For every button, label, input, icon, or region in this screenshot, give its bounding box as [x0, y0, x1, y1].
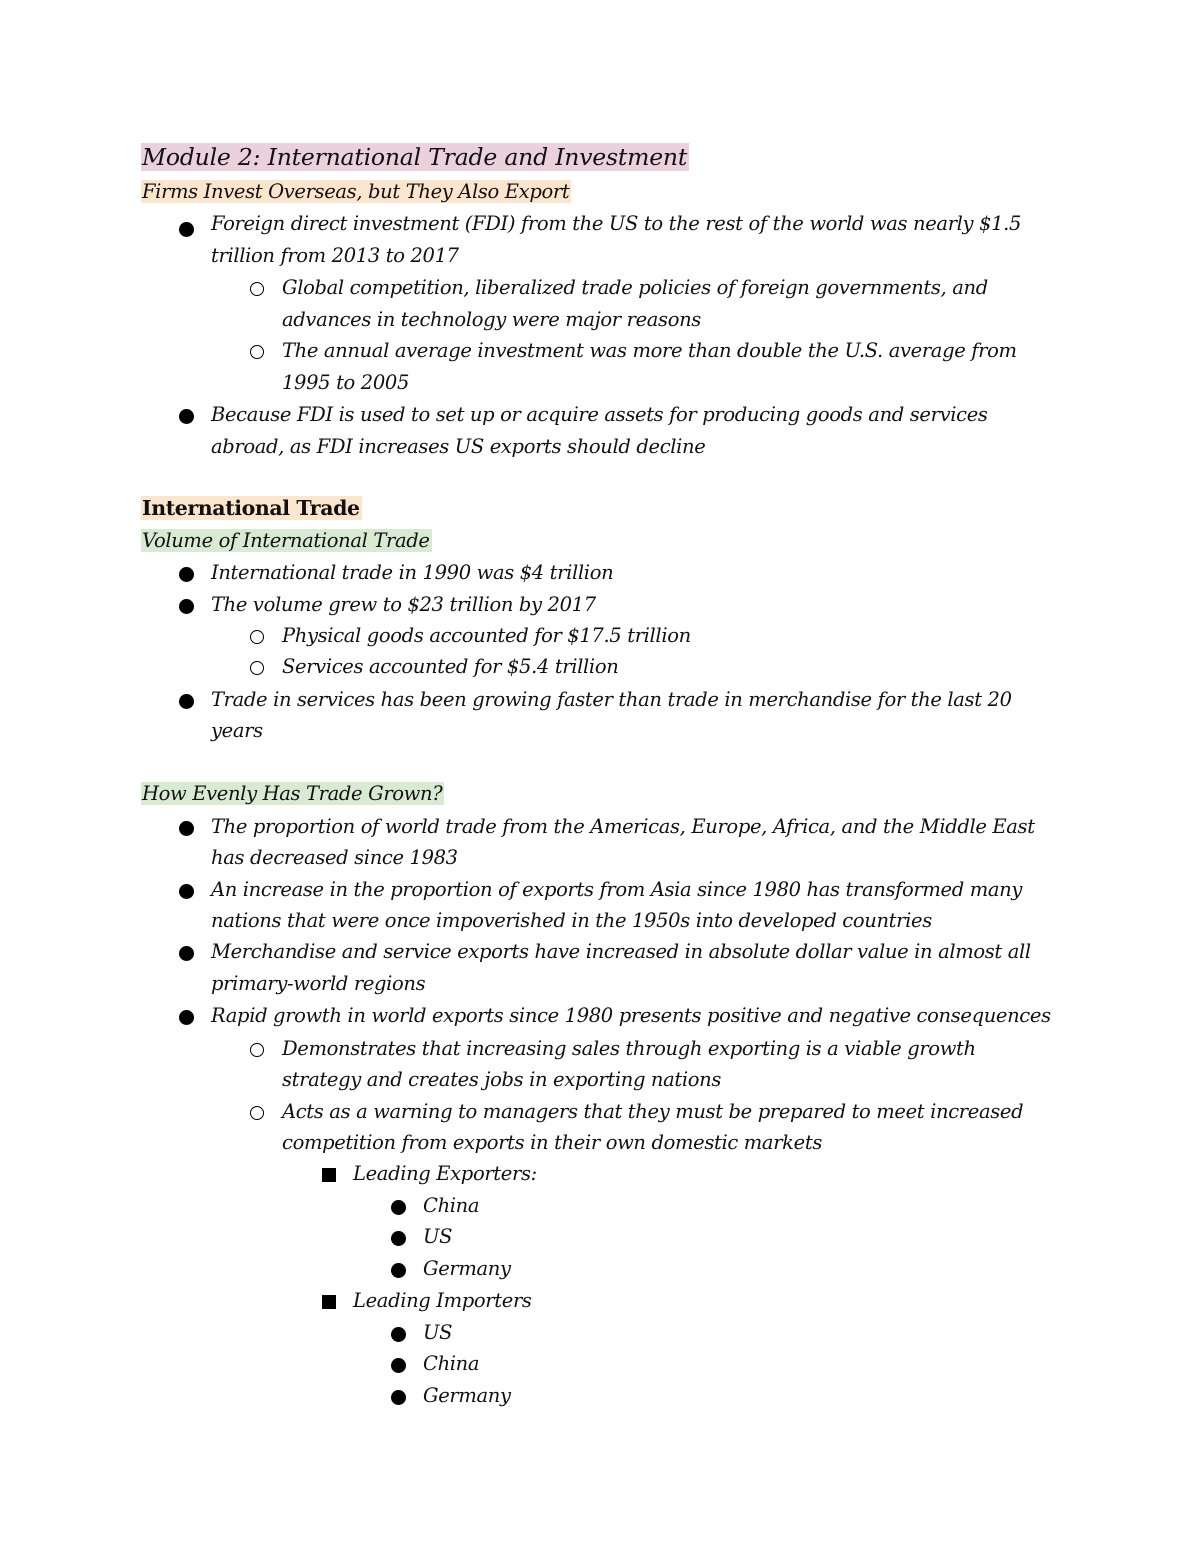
list-item-text: Foreign direct investment (FDI) from the US to the rest of the world was nearly $1.5 [211, 212, 1022, 235]
list-item-text: Germany [423, 1384, 511, 1407]
bullet-circle-icon [250, 345, 264, 359]
bullet-disc-icon [179, 694, 194, 709]
bullet-disc-icon [179, 409, 194, 424]
list-item-text: International trade in 1990 was $4 trillion [211, 561, 614, 584]
bullet-circle-icon [250, 661, 264, 675]
list-item-text: The annual average investment was more than double the U.S. average from [282, 339, 1017, 362]
list-item-text: US [423, 1321, 453, 1344]
list-item-text: An increase in the proportion of exports from Asia since 1980 has transformed many [211, 878, 1022, 901]
list-item-text: strategy and creates jobs in exporting nations [282, 1068, 722, 1091]
bullet-disc-icon [391, 1358, 406, 1373]
bullet-square-icon [322, 1295, 336, 1309]
list-item-text: abroad, as FDI increases US exports should decline [211, 435, 706, 458]
bullet-disc-icon [179, 567, 194, 582]
list-item-text: 1995 to 2005 [282, 371, 410, 394]
bullet-circle-icon [250, 1043, 264, 1057]
list-item-text: Rapid growth in world exports since 1980 presents positive and negative consequences [211, 1004, 1051, 1027]
list-item-text: primary-world regions [211, 972, 426, 995]
list-item-text: trillion from 2013 to 2017 [211, 244, 459, 267]
section-heading-firms-invest [141, 178, 571, 206]
list-item-text: Leading Exporters: [353, 1162, 537, 1185]
list-item-text: China [423, 1352, 480, 1375]
bullet-disc-icon [179, 884, 194, 899]
bullet-disc-icon [179, 946, 194, 961]
list-item-text: US [423, 1225, 453, 1248]
bullet-circle-icon [250, 630, 264, 644]
bullet-disc-icon [179, 222, 194, 237]
page-title-text: Module 2: International Trade and Investment [142, 143, 688, 171]
list-item-text: competition from exports in their own domestic markets [282, 1131, 822, 1154]
list-item-text: Leading Importers [353, 1289, 532, 1312]
list-item-text: Merchandise and service exports have increased in absolute dollar value in almost all [211, 940, 1031, 963]
list-item-text: advances in technology were major reasons [282, 308, 701, 331]
bullet-disc-icon [179, 821, 194, 836]
list-item-text: The proportion of world trade from the Americas, Europe, Africa, and the Middle East [211, 815, 1035, 838]
list-item-text: Global competition, liberalized trade policies of foreign governments, and [282, 276, 988, 299]
list-item-text: The volume grew to $23 trillion by 2017 [211, 593, 596, 616]
list-item-text: Trade in services has been growing faster than trade in merchandise for the last 20 [211, 688, 1012, 711]
subheading-text: How Evenly Has Trade Grown? [142, 782, 443, 805]
subheading-volume [141, 527, 432, 555]
list-item-text: Acts as a warning to managers that they must be prepared to meet increased [282, 1100, 1024, 1123]
bullet-disc-icon [391, 1327, 406, 1342]
list-item-text: years [211, 719, 263, 742]
section-heading-text: Firms Invest Overseas, but They Also Export [142, 180, 570, 203]
bullet-circle-icon [250, 1106, 264, 1120]
list-item-text: has decreased since 1983 [211, 846, 458, 869]
list-item-text: nations that were once impoverished in the 1950s into developed countries [211, 909, 932, 932]
bullet-square-icon [322, 1168, 336, 1182]
section-heading-text: International Trade [142, 496, 360, 520]
subheading-text: Volume of International Trade [142, 529, 430, 552]
list-item-text: Germany [423, 1257, 511, 1280]
list-item-text: Physical goods accounted for $17.5 trillion [282, 624, 691, 647]
list-item-text: Services accounted for $5.4 trillion [282, 655, 619, 678]
subheading-how-evenly [141, 780, 444, 808]
list-item-text: Demonstrates that increasing sales through exporting is a viable growth [282, 1037, 976, 1060]
bullet-disc-icon [391, 1200, 406, 1215]
page-title [141, 141, 689, 173]
bullet-disc-icon [391, 1390, 406, 1405]
bullet-disc-icon [179, 599, 194, 614]
list-item-text: China [423, 1194, 480, 1217]
bullet-circle-icon [250, 282, 264, 296]
section-heading-international-trade [141, 494, 362, 522]
list-item-text: Because FDI is used to set up or acquire assets for producing goods and services [211, 403, 988, 426]
bullet-disc-icon [391, 1263, 406, 1278]
bullet-disc-icon [179, 1010, 194, 1025]
bullet-disc-icon [391, 1231, 406, 1246]
